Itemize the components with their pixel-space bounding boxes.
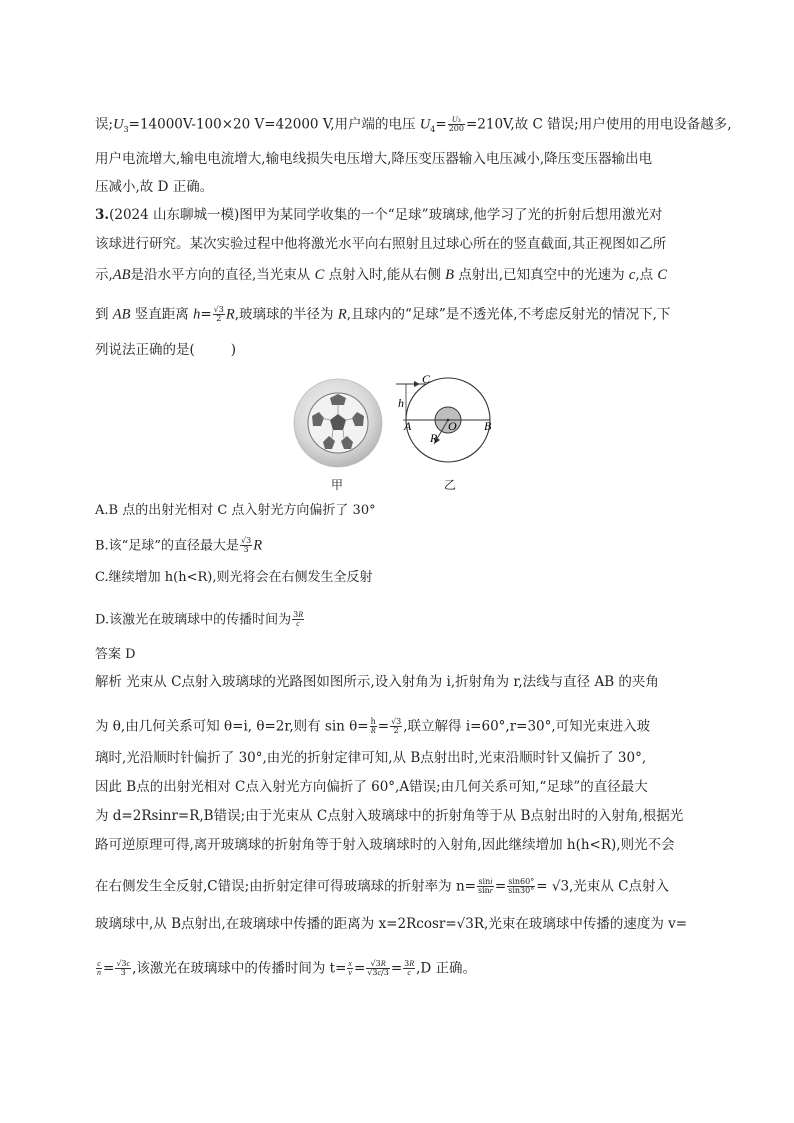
analysis-line-2: 为 θ,由几何关系可知 θ=i, θ=2r,则有 sin θ= $\frac{h}{R}$ = $\frac{√3}{2}$ ,联立解得 i=60°,r=30°,可知光束进入玻	[95, 717, 651, 736]
prev-line-3: 压减小,故 D 正确。	[95, 179, 214, 195]
label-c: C	[422, 372, 431, 386]
figure-caption-jia: 甲	[331, 478, 344, 492]
option-c: C.继续增加 h(h<R),则光将会在右侧发生全反射	[95, 570, 373, 585]
problem-line-5: 列说法正确的是( )	[95, 342, 237, 358]
label-h: h	[398, 396, 404, 410]
label-r: R	[430, 431, 438, 445]
label-a: A	[404, 419, 412, 433]
label-b: B	[484, 419, 492, 433]
problem-line-1: 3.(2024 山东聊城一模)图甲为某同学收集的一个“足球”玻璃球,他学习了光的折射后想用激光对	[95, 207, 663, 223]
analysis-line-5: 为 d=2Rsinr=R,B错误;由于光束从 C点射入玻璃球中的折射角等于从 B点射出时的入射角,根据光	[95, 808, 684, 824]
option-b: B.该“足球”的直径最大是 $\frac{√3}{3}$ R	[95, 536, 263, 555]
analysis-line-1: 解析 光束从 C点射入玻璃球的光路图如图所示,设入射角为 i,折射角为 r,法线与直径 AB 的夹角	[95, 674, 659, 690]
figure-cross-section	[392, 372, 512, 468]
analysis-line-8: 玻璃球中,从 B点射出,在玻璃球中传播的距离为 x=2Rcosr=√3R,光束在玻璃球中传播的速度为 v=	[95, 916, 688, 932]
problem-line-3: 示,AB是沿水平方向的直径,当光束从 C 点射入时,能从右侧 B 点射出,已知真空中的光速为 c,点 C	[95, 267, 668, 283]
prev-line-1: 误$;U_3=14000V-100\times 20$ V=42000 V,用户端的电压 $U_4=$ $\frac{\text{U₃}}{200}$ =210V,故 C 错误;用户使用的用电设备越多,	[95, 115, 732, 135]
prev-line-2: 用户电流增大,输电电流增大,输电线损失电压增大,降压变压器输入电压减小,降压变压器输出电	[95, 151, 653, 167]
analysis-line-9: $\frac{c}{n}$ = $\frac{√3c}{3}$ ,该激光在玻璃球中的传播时间为 t= $\frac{x}{v}$ = $\frac{√3R}{√3c/3}$ = $\frac{3R}{c}$ ,D 正确。	[97, 959, 477, 978]
answer-line: 答案 D	[95, 647, 136, 662]
option-d: D.该激光在玻璃球中的传播时间为 $\frac{3R}{c}$	[95, 610, 304, 629]
fraction-sqrt3-over-2: $\frac{√3}{2}$	[213, 305, 224, 324]
fraction-u3-over-200: $\frac{\text{U₃}}{200}$	[448, 115, 464, 134]
analysis-line-3: 璃时,光沿顺时针偏折了 30°,由光的折射定律可知,从 B点射出时,光束沿顺时针又偏折了 30°,	[95, 750, 647, 766]
analysis-line-4: 因此 B点的出射光相对 C点入射光方向偏折了 60°,A错误;由几何关系可知,“足球”的直径最大	[95, 779, 648, 795]
option-a: A.B 点的出射光相对 C 点入射光方向偏折了 30°	[95, 503, 376, 518]
problem-line-2: 该球进行研究。某次实验过程中他将激光水平向右照射且过球心所在的竖直截面,其正视图如乙所	[95, 236, 667, 252]
analysis-line-6: 路可逆原理可得,离开玻璃球的折射角等于射入玻璃球时的入射角,因此继续增加 h(h<R),则光不会	[95, 837, 675, 853]
problem-line-4: 到 AB 竖直距离 h= $\frac{√3}{2}$ R,玻璃球的半径为 R,且球内的“足球”是不透光体,不考虑反射光的情况下,下	[95, 305, 671, 324]
label-o: O	[448, 419, 457, 433]
figure-football-ball	[290, 378, 386, 468]
analysis-line-7: 在右侧发生全反射,C错误;由折射定律可得玻璃球的折射率为 n= $\frac{\sin i}{\sin r}$ = $\frac{\sin 60^\circ}{\sin 30^\circ}$ = √3,光束从 C点射入	[95, 877, 669, 896]
figure-caption-yi: 乙	[444, 478, 457, 492]
